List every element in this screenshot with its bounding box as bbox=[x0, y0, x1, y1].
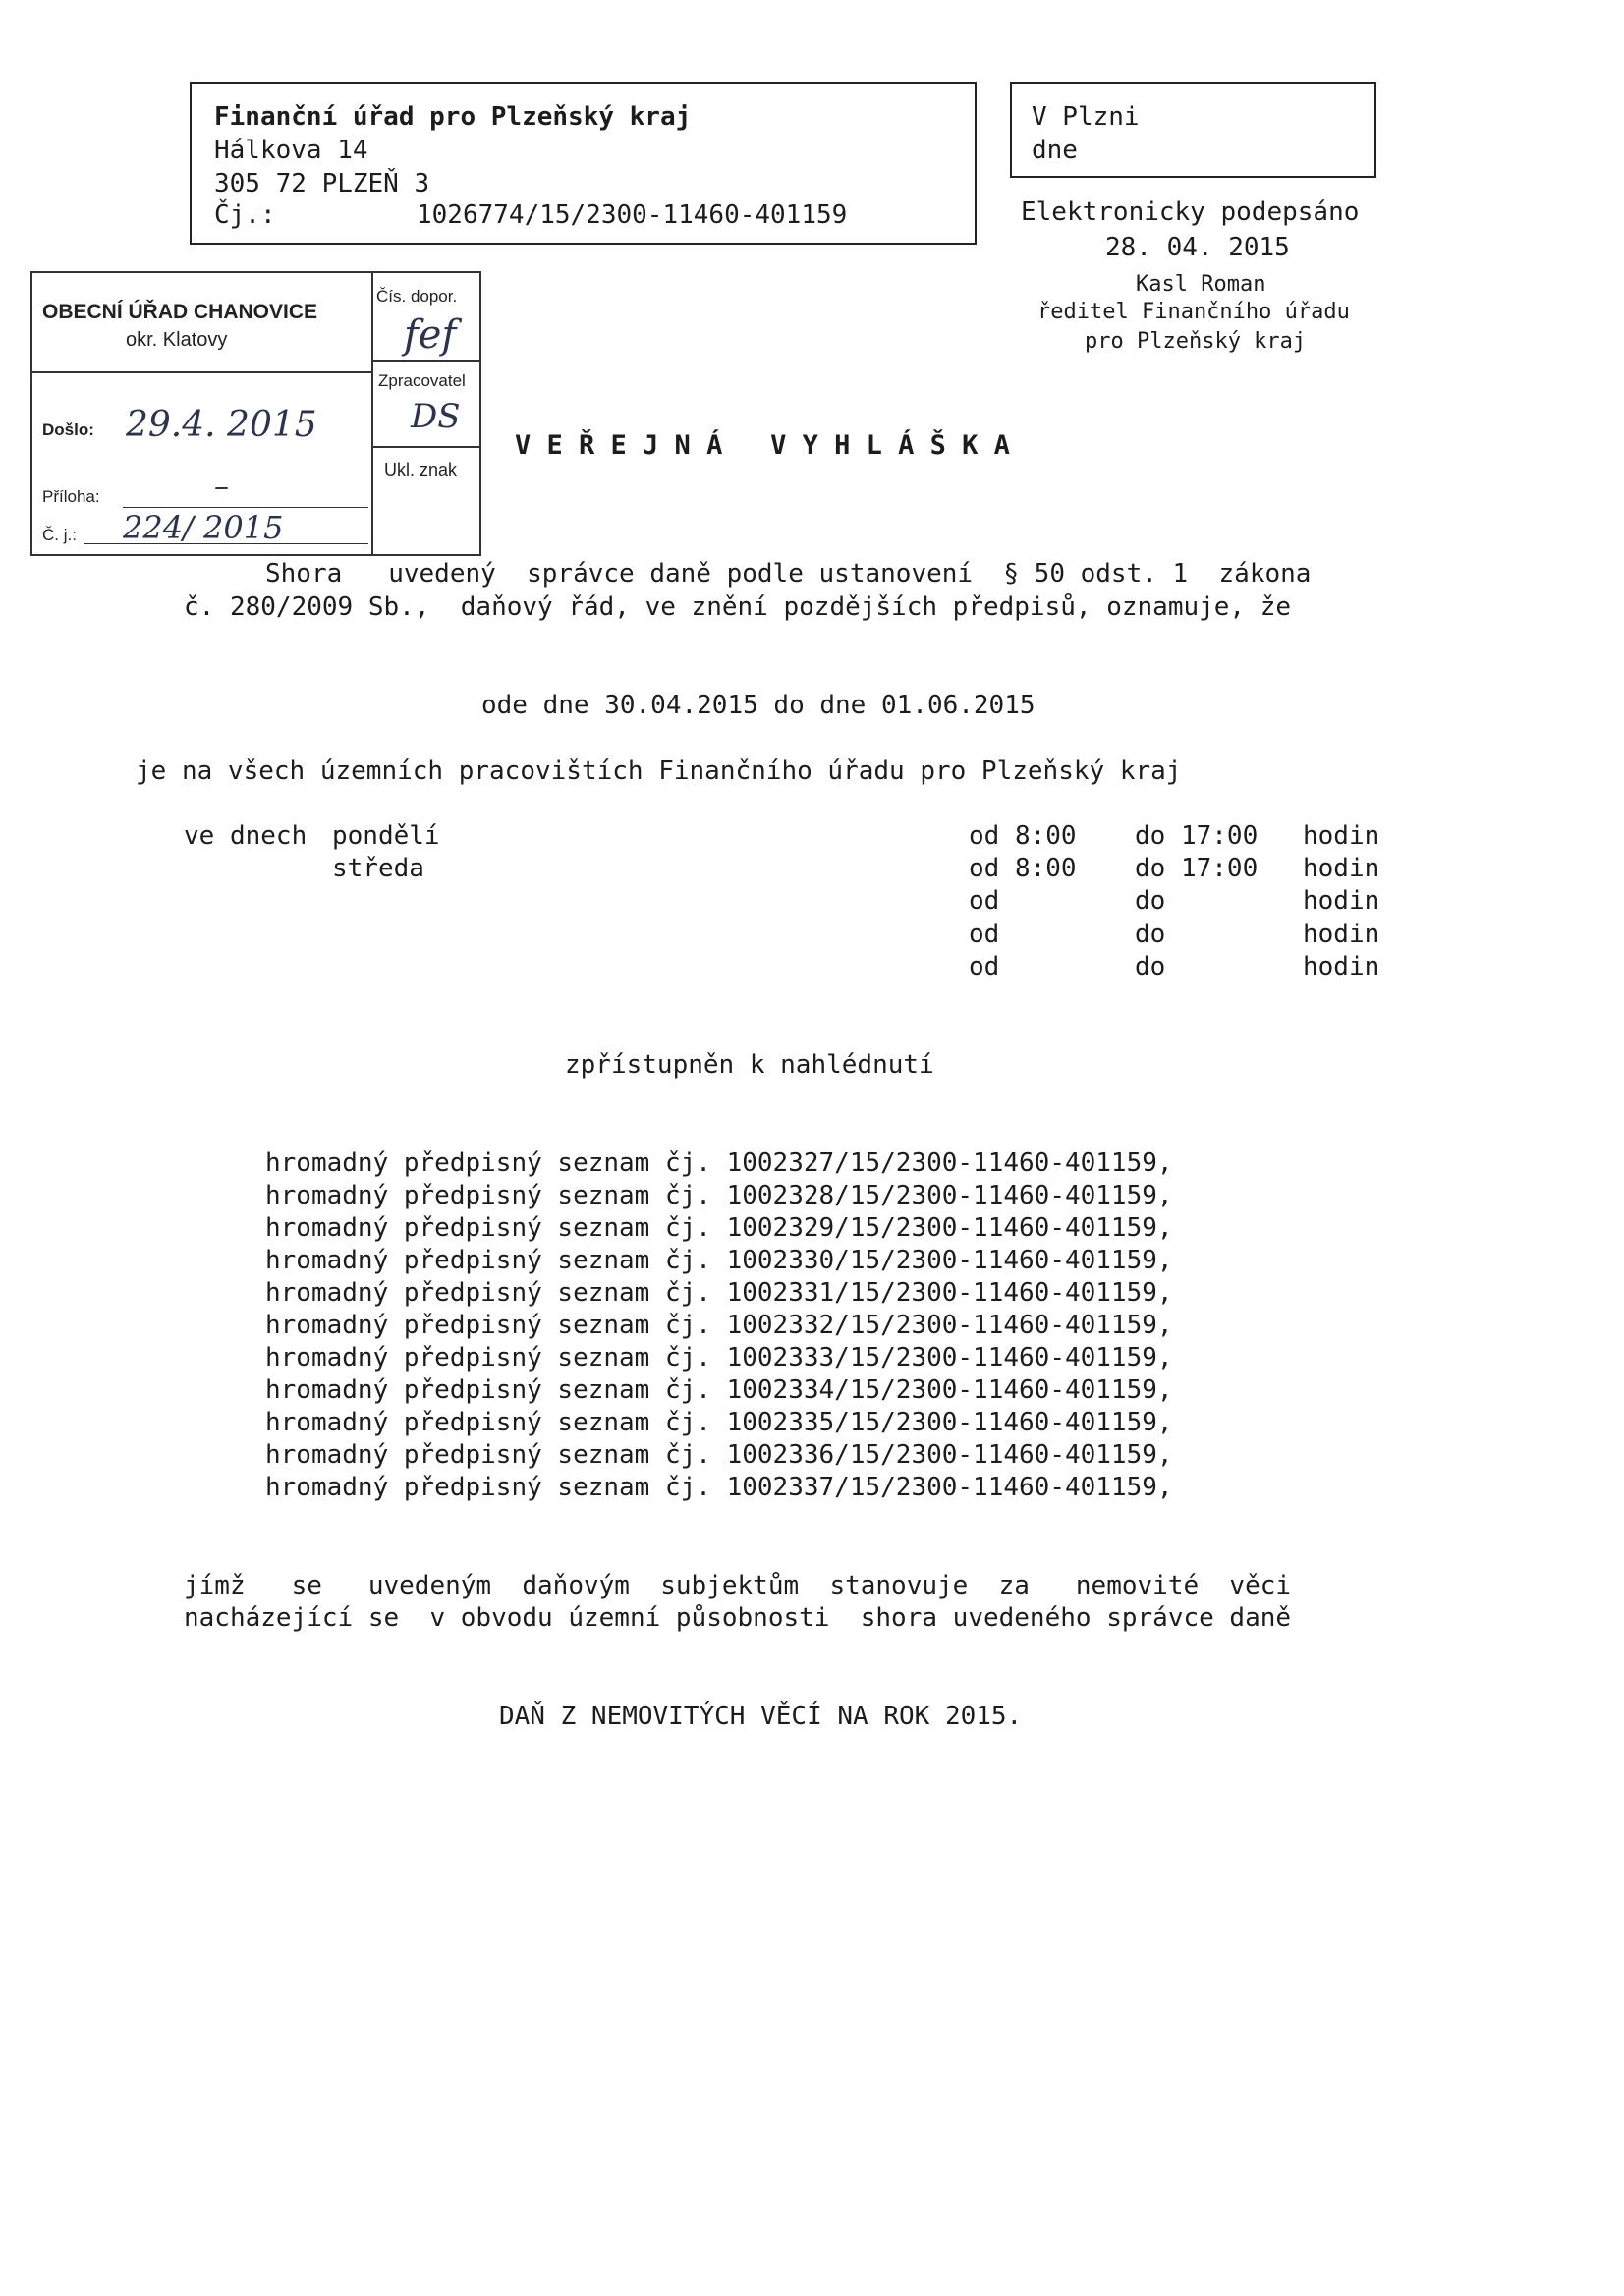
schedule-unit: hodin bbox=[1303, 854, 1380, 883]
stamp-initials: DS bbox=[411, 397, 461, 436]
stamp-cis-dopor: Čís. dopor. bbox=[376, 287, 458, 306]
schedule-unit: hodin bbox=[1303, 952, 1380, 981]
stamp-zpracovatel: Zpracovatel bbox=[378, 371, 466, 390]
stamp-ukl-znak: Ukl. znak bbox=[384, 460, 458, 479]
list-item: hromadný předpisný seznam čj. 1002329/15/2300-11460-401159, bbox=[265, 1213, 1173, 1243]
intro-line-1: Shora uvedený správce daně podle ustanovení § 50 odst. 1 zákona bbox=[265, 559, 1312, 588]
list-item: hromadný předpisný seznam čj. 1002330/15/2300-11460-401159, bbox=[265, 1246, 1173, 1275]
stamp-district: okr. Klatovy bbox=[126, 329, 228, 351]
stamp-office: OBECNÍ ÚŘAD CHANOVICE bbox=[42, 301, 318, 323]
date-label: dne bbox=[1032, 136, 1078, 165]
schedule-from: od bbox=[969, 920, 1000, 949]
schedule-from: od bbox=[969, 886, 1000, 916]
period: ode dne 30.04.2015 do dne 01.06.2015 bbox=[481, 691, 1036, 720]
sender-office: Finanční úřad pro Plzeňský kraj bbox=[214, 102, 692, 132]
list-item: hromadný předpisný seznam čj. 1002331/15/2300-11460-401159, bbox=[265, 1278, 1173, 1308]
list-item: hromadný předpisný seznam čj. 1002334/15/2300-11460-401159, bbox=[265, 1375, 1173, 1405]
schedule-to: do 17:00 bbox=[1135, 854, 1259, 883]
schedule-day: středa bbox=[332, 854, 424, 883]
closing-line-1: jímž se uvedeným daňovým subjektům stanovuje za nemovité věci bbox=[184, 1571, 1292, 1600]
received-stamp bbox=[30, 271, 481, 556]
schedule-unit: hodin bbox=[1303, 920, 1380, 949]
list-item: hromadný předpisný seznam čj. 1002336/15/2300-11460-401159, bbox=[265, 1440, 1173, 1470]
schedule-to: do bbox=[1135, 920, 1166, 949]
days-label: ve dnech bbox=[184, 821, 308, 851]
page-title: V E Ř E J N Á V Y H L Á Š K A bbox=[515, 430, 1010, 461]
list-item: hromadný předpisný seznam čj. 1002335/15/2300-11460-401159, bbox=[265, 1408, 1173, 1437]
stamp-cj-value: 224/ 2015 bbox=[123, 509, 284, 546]
list-item: hromadný předpisný seznam čj. 1002333/15/2300-11460-401159, bbox=[265, 1343, 1173, 1372]
sender-street: Hálkova 14 bbox=[214, 136, 368, 165]
ref-number: 1026774/15/2300-11460-401159 bbox=[417, 200, 848, 230]
schedule-from: od 8:00 bbox=[969, 854, 1077, 883]
signer-role: ředitel Finančního úřadu bbox=[1037, 300, 1350, 324]
list-item: hromadný předpisný seznam čj. 1002328/15/2300-11460-401159, bbox=[265, 1181, 1173, 1210]
list-item: hromadný předpisný seznam čj. 1002337/15/2300-11460-401159, bbox=[265, 1473, 1173, 1502]
stamp-handwritten-sign: fef bbox=[404, 312, 457, 358]
stamp-cj-label: Č. j.: bbox=[42, 526, 77, 544]
stamp-dosle-label: Došlo: bbox=[42, 420, 94, 439]
tax-title: DAŇ Z NEMOVITÝCH VĚCÍ NA ROK 2015. bbox=[499, 1702, 1023, 1731]
closing-line-2: nacházející se v obvodu územní působnosti shora uvedeného správce daně bbox=[184, 1603, 1292, 1633]
schedule-from: od 8:00 bbox=[969, 821, 1077, 851]
available-text: zpřístupněn k nahlédnutí bbox=[565, 1050, 934, 1080]
intro-line-2: č. 280/2009 Sb., daňový řád, ve znění pozdějších předpisů, oznamuje, že bbox=[184, 592, 1292, 622]
ref-label: Čj.: bbox=[214, 200, 276, 230]
sender-city: 305 72 PLZEŇ 3 bbox=[214, 169, 430, 198]
list-item: hromadný předpisný seznam čj. 1002332/15/2300-11460-401159, bbox=[265, 1311, 1173, 1340]
signer-name: Kasl Roman bbox=[1136, 272, 1266, 297]
stamp-priloha-value: – bbox=[214, 470, 229, 504]
stamp-received-date: 29.4. 2015 bbox=[126, 405, 317, 445]
schedule-day: pondělí bbox=[332, 821, 440, 851]
list-item: hromadný předpisný seznam čj. 1002327/15/2300-11460-401159, bbox=[265, 1148, 1173, 1178]
schedule-to: do bbox=[1135, 952, 1166, 981]
location: je na všech územních pracovištích Finančního úřadu pro Plzeňský kraj bbox=[136, 756, 1182, 786]
place-text: V Plzni bbox=[1032, 102, 1140, 132]
schedule-to: do bbox=[1135, 886, 1166, 916]
signer-role-region: pro Plzeňský kraj bbox=[1085, 329, 1307, 354]
schedule-from: od bbox=[969, 952, 1000, 981]
schedule-unit: hodin bbox=[1303, 821, 1380, 851]
schedule-to: do 17:00 bbox=[1135, 821, 1259, 851]
signature-date: 28. 04. 2015 bbox=[1105, 233, 1290, 262]
schedule-unit: hodin bbox=[1303, 886, 1380, 916]
electronic-signature: Elektronicky podepsáno bbox=[1021, 197, 1360, 227]
stamp-priloha-label: Příloha: bbox=[42, 487, 100, 506]
